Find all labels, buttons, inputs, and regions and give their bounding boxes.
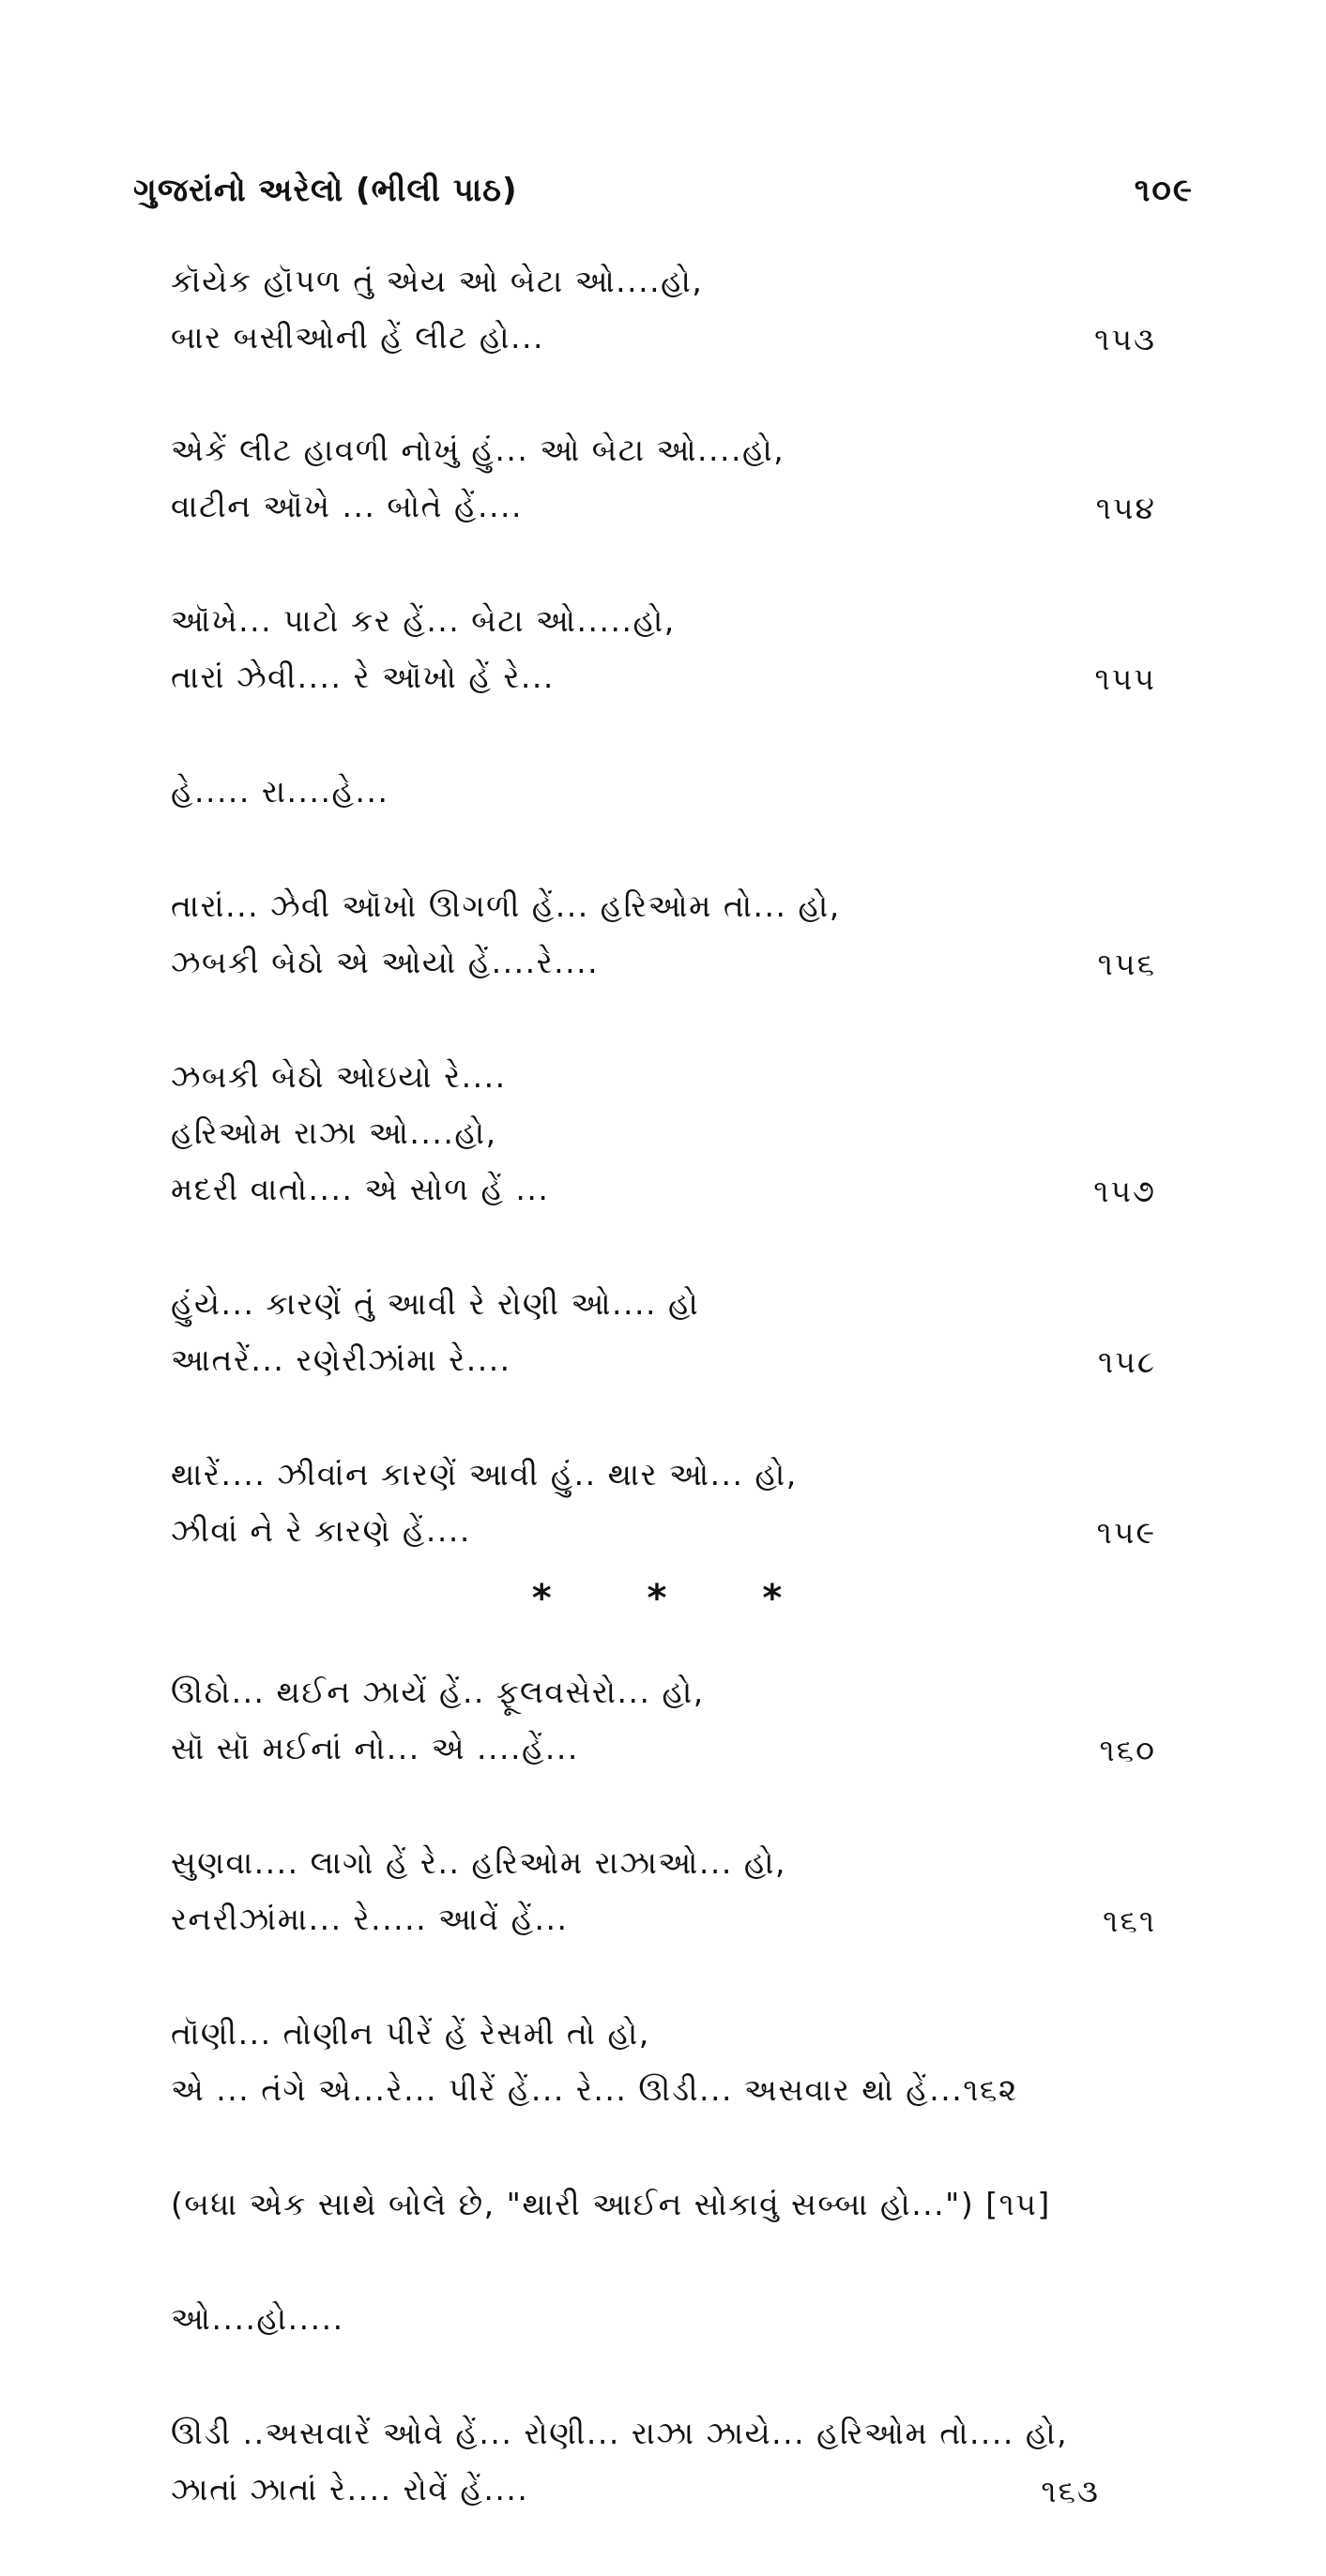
verse-number: ૧૬૦ [1099,1732,1156,1768]
verse-number: ૧૬૧ [1103,1902,1156,1939]
verse-line: તૉણી... તોણીન પીરેં હેં રેસમી તો હો, [171,2015,650,2052]
verse-number: ૧૫૩ [1094,321,1156,357]
stanza [171,2405,1156,2518]
running-title: ગુજરાંનો અરેલો (ભીલી પાઠ) [133,172,518,209]
stanza [171,593,1156,705]
stage-direction [171,2176,1156,2233]
page-header [133,172,1194,228]
verse-line: થારેં.... ઝીવાંન કારણેં આવી હું.. થાર ઓ... હો, [171,1456,798,1493]
verse-line: બાર બસીઓની હેં લીટ હો... [171,319,545,356]
stanza [171,1049,1156,1218]
verse-line: મદરી વાતો.... એ સોળ હેં ... [171,1171,550,1207]
stanza [171,422,1156,535]
verse-number: ૧૫૬ [1097,946,1156,982]
verse-line: ઑખે... પાટો કર હેં... બેટા ઓ.....હો, [171,602,676,639]
verse-number: ૧૫૫ [1094,660,1156,697]
verse-line: હે..... રા....હે... [171,773,389,810]
verse-line: તારાં... ઝેવી ઑખો ઊગળી હેં... હરિઓમ તો... હો, [171,887,841,924]
page-number: ૧૦૯ [1134,172,1194,209]
verse-line: ઝાતાં ઝાતાં રે.... રોવેં હેં.... [171,2471,529,2508]
stanza [171,764,1156,820]
stanza [171,1447,1156,1559]
poem-body [171,253,1156,2576]
stage-direction-text: (બધા એક સાથે બોલે છે, "થારી આઈન સોકાવું સબ્બા હો...") [૧૫] [171,2186,1051,2222]
stanza [171,253,1156,366]
verse-line: વાટીન ઑખે ... બોતે હેં.... [171,488,523,524]
stanza [171,2006,1156,2118]
stanza [171,878,1156,991]
stanza [171,1276,1156,1388]
verse-line: સુણવા.... લાગો હેં રે.. હરિઓમ રાઝાઓ... હો, [171,1844,787,1881]
verse-line: એ ... તંગે એ...રે... પીરેં હેં... રે... ઊડી... અસવાર થો હેં...૧૬૨ [171,2071,1018,2108]
verse-number: ૧૫૪ [1095,490,1156,526]
verse-line: કૉયેક હૉપળ તું એય ઓ બેટા ઓ....હો, [171,263,704,299]
verse-line: સૉ સૉ મઈનાં નો... એ ....હેં... [171,1730,579,1766]
verse-line: તારાં ઝેવી.... રે ઑખો હેં રે... [171,659,555,695]
verse-line: ઝબકી બેઠો ઓઇયો રે.... [171,1058,507,1095]
stanza [171,1664,1156,1777]
verse-line: રનરીઝાંમા... રે..... આવેં હેં... [171,1901,569,1937]
verse-line: ઝબકી બેઠો એ ઓયો હેં....રે.... [171,944,600,980]
verse-line: હુંયે... કારણેં તું આવી રે રોણી ઓ.... હો [171,1285,700,1322]
verse-line: ઊઠો... થઈન ઝાયેં હેં.. ફૂલવસેરો... હો, [171,1674,705,1710]
verse-line: ઓ....હો..... [171,2300,344,2337]
verse-line: એકેં લીટ હાવળી નોખું હું... ઓ બેટા ઓ....હો, [171,432,785,468]
verse-number: ૧૬૩ [1041,2473,1100,2509]
section-separator: * * * [531,1577,824,1620]
verse-number: ૧૫૮ [1097,1343,1156,1380]
verse-line: હરિઓમ રાઝા ઓ....હો, [171,1114,497,1151]
verse-line: ઝીવાં ને રે કારણે હેં.... [171,1512,471,1549]
stanza [171,2291,1156,2347]
verse-number: ૧૫૯ [1096,1514,1156,1551]
stanza [171,1835,1156,1947]
verse-line: આતરેં... રણેરીઝાંમા રે.... [171,1341,511,1378]
verse-line: ઊડી ..અસવારેં ઓવે હેં... રોણી... રાઝા ઝાયે... હરિઓમ તો.... હો, [171,2415,1069,2451]
verse-number: ૧૫૭ [1093,1173,1156,1209]
